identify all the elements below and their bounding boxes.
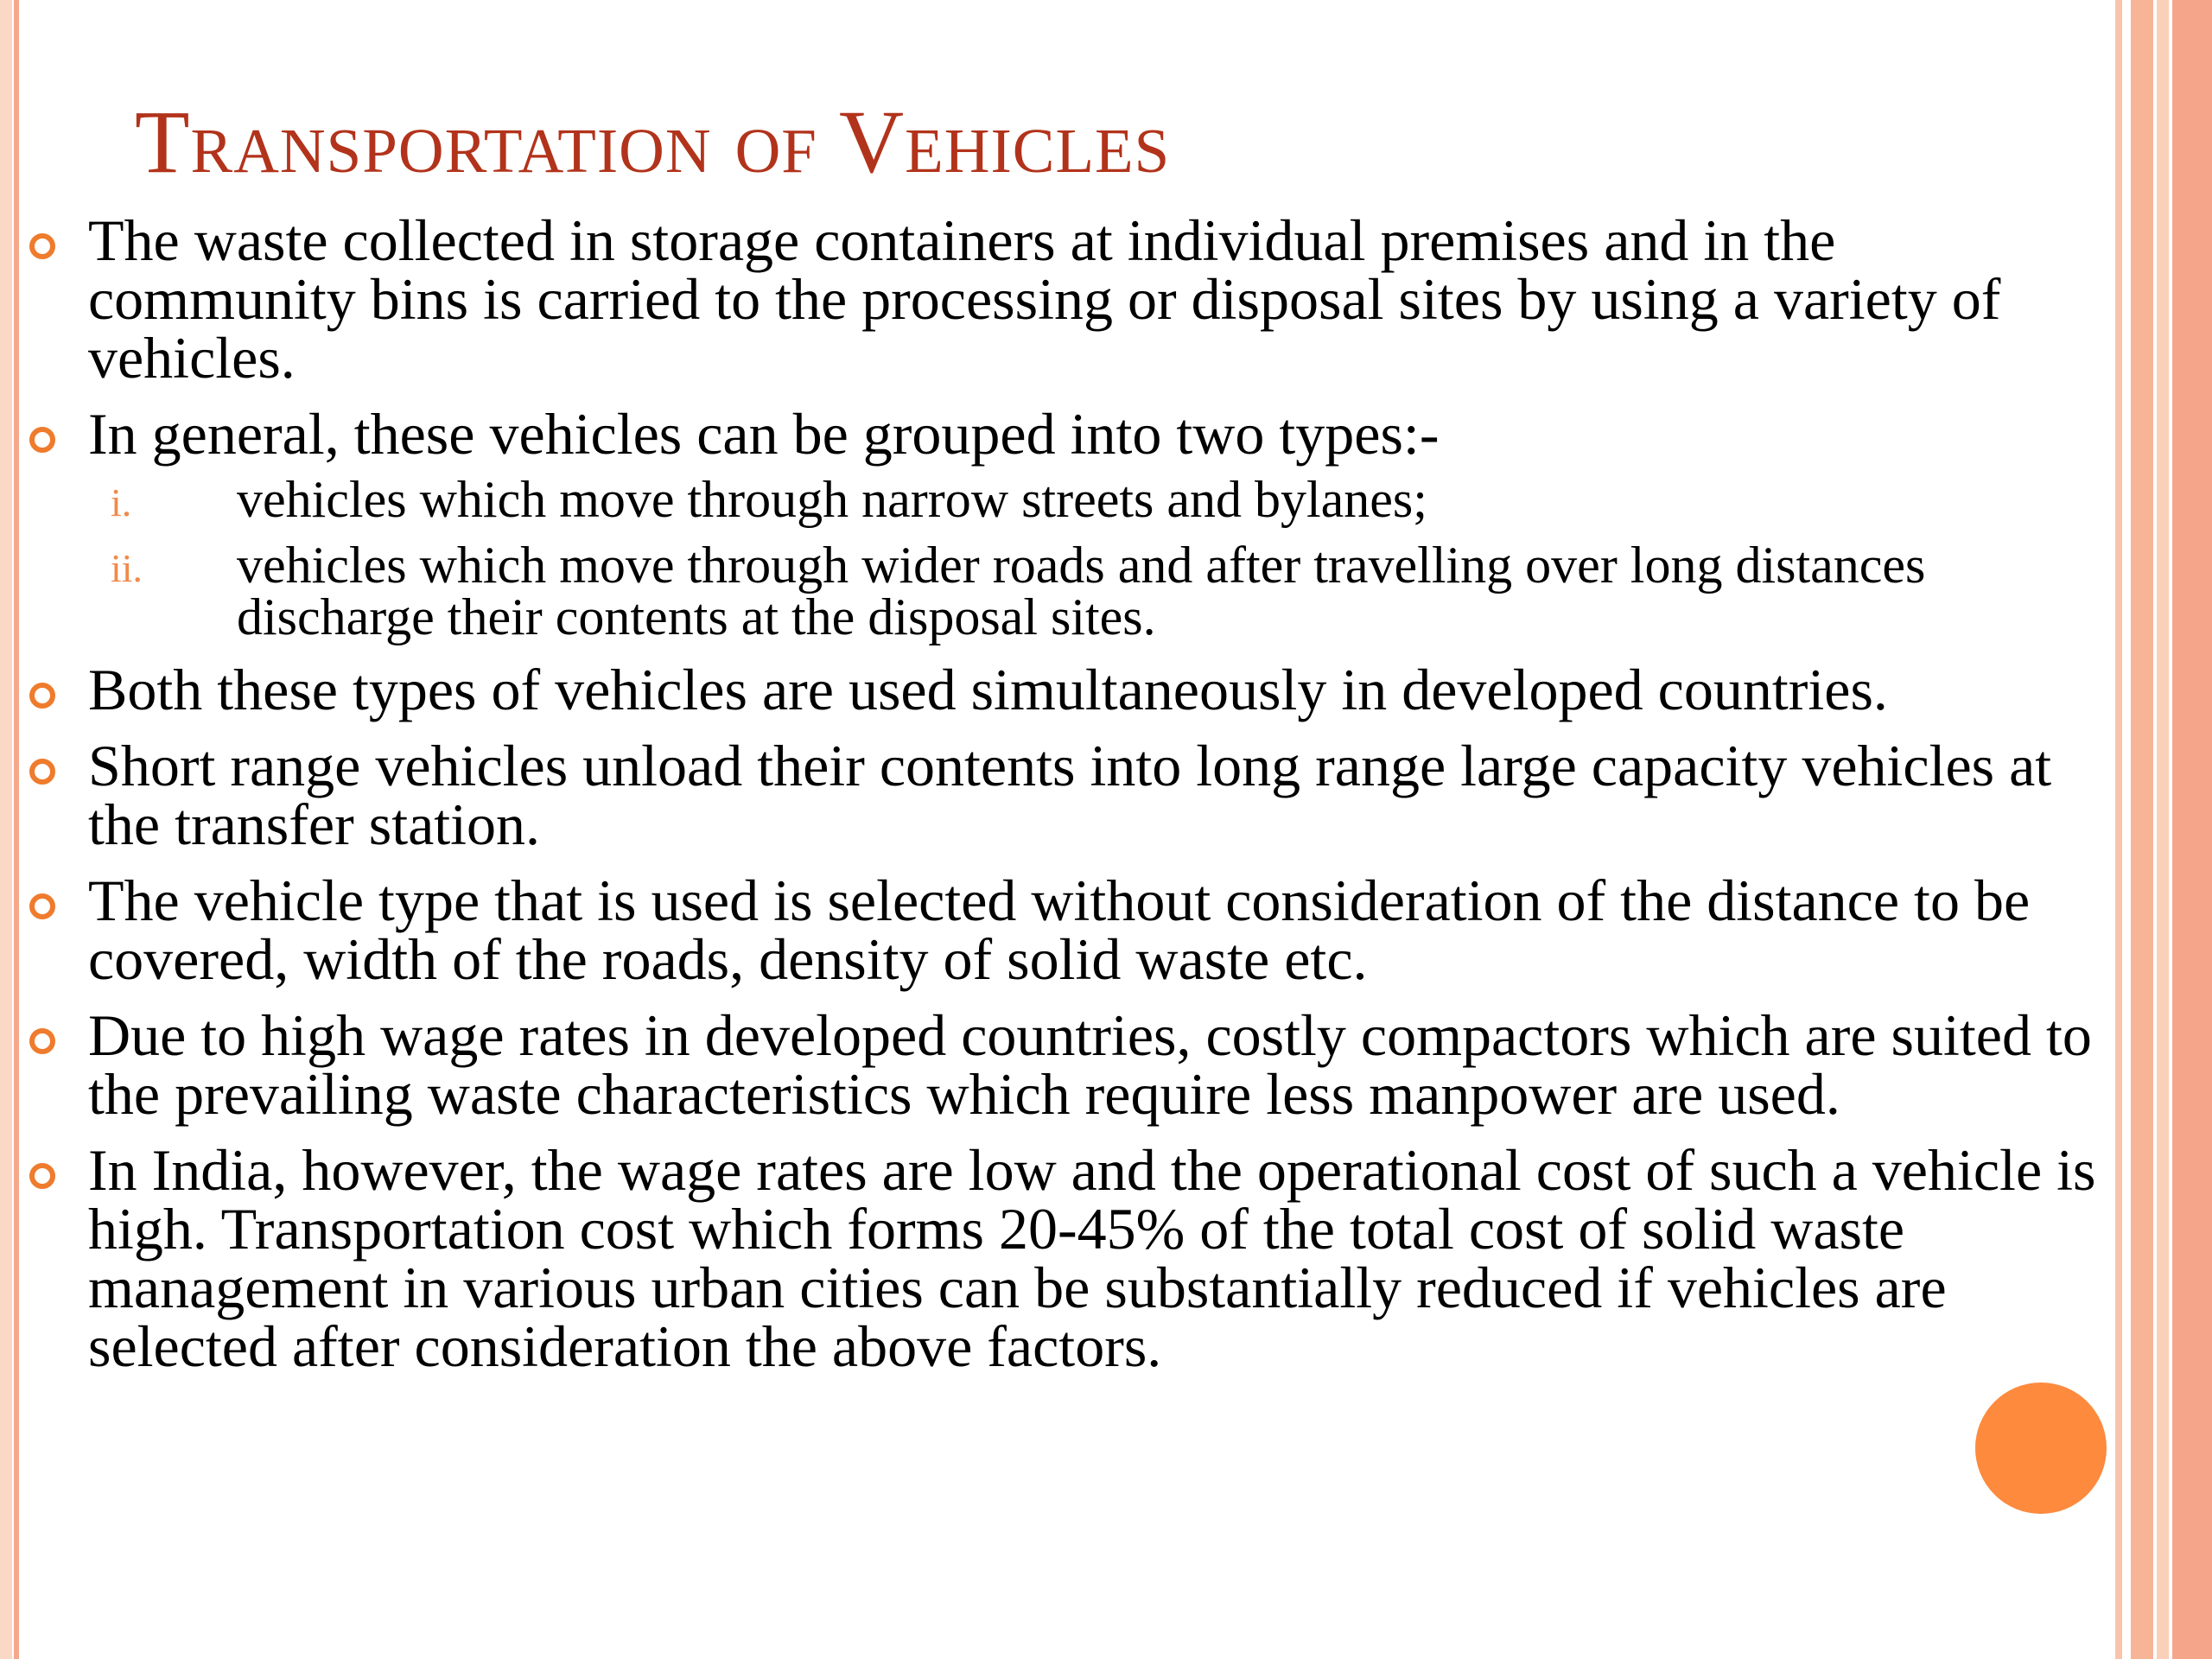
bullet-text: Short range vehicles unload their contents into long range large capacity vehicles at the transfer station.: [88, 733, 2052, 857]
bullet-text: The waste collected in storage containers at individual premises and in the community bins is carried to the processing or disposal sites by using a variety of vehicles.: [88, 207, 2001, 391]
bullet-item: [26, 733, 2100, 857]
sub-list-item: [26, 471, 2100, 528]
sub-list-number: ii.: [111, 546, 143, 590]
left-border-stripe: [0, 0, 12, 1659]
sub-list-item: [26, 539, 2100, 643]
ring-bullet-icon: [29, 1028, 55, 1054]
ring-bullet-icon: [29, 427, 55, 453]
bullet-item: [26, 1137, 2100, 1379]
bullet-text: In general, these vehicles can be grouped into two types:-: [88, 401, 1440, 467]
ring-bullet-icon: [29, 759, 55, 785]
bullet-text: The vehicle type that is used is selected without consideration of the distance to be covered, width of the roads, density of solid waste etc.: [88, 868, 2031, 992]
bullet-text: Both these types of vehicles are used simultaneously in developed countries.: [88, 657, 1888, 722]
ring-bullet-icon: [29, 233, 55, 259]
sub-list-number: i.: [111, 480, 132, 524]
right-border-stripe-4: [2172, 0, 2212, 1659]
ring-bullet-icon: [29, 683, 55, 709]
sub-list-text: vehicles which move through wider roads and after travelling over long distances discharge their contents at the disposal sites.: [237, 537, 1926, 645]
bullet-item: [26, 207, 2100, 391]
right-border-stripe-2: [2131, 0, 2153, 1659]
bullet-item: [26, 1002, 2100, 1127]
left-border-stripe-inner: [14, 0, 19, 1659]
bullet-text: In India, however, the wage rates are low and the operational cost of such a vehicle is high. Transportation cost which forms 20-45% of the total cost of solid waste management in various urban cities can be substantially reduced if vehicles are selected after consideration the above factors.: [88, 1137, 2096, 1379]
slide-title: Transportation of Vehicles: [135, 92, 1171, 192]
bullet-item: [26, 868, 2100, 992]
right-border-stripe-1: [2115, 0, 2122, 1659]
sub-list-text: vehicles which move through narrow streets and bylanes;: [237, 471, 1427, 528]
sub-list: [26, 471, 2100, 645]
ring-bullet-icon: [29, 1163, 55, 1189]
decorative-circle: [1975, 1382, 2107, 1514]
right-border-stripe-3: [2157, 0, 2169, 1659]
ring-bullet-icon: [29, 893, 55, 919]
bullet-item: [26, 657, 2100, 722]
bullet-item: [26, 401, 2100, 467]
slide-content: [26, 207, 2100, 1393]
bullet-text: Due to high wage rates in developed countries, costly compactors which are suited to the prevailing waste characteristics which require less manpower are used.: [88, 1002, 2092, 1127]
